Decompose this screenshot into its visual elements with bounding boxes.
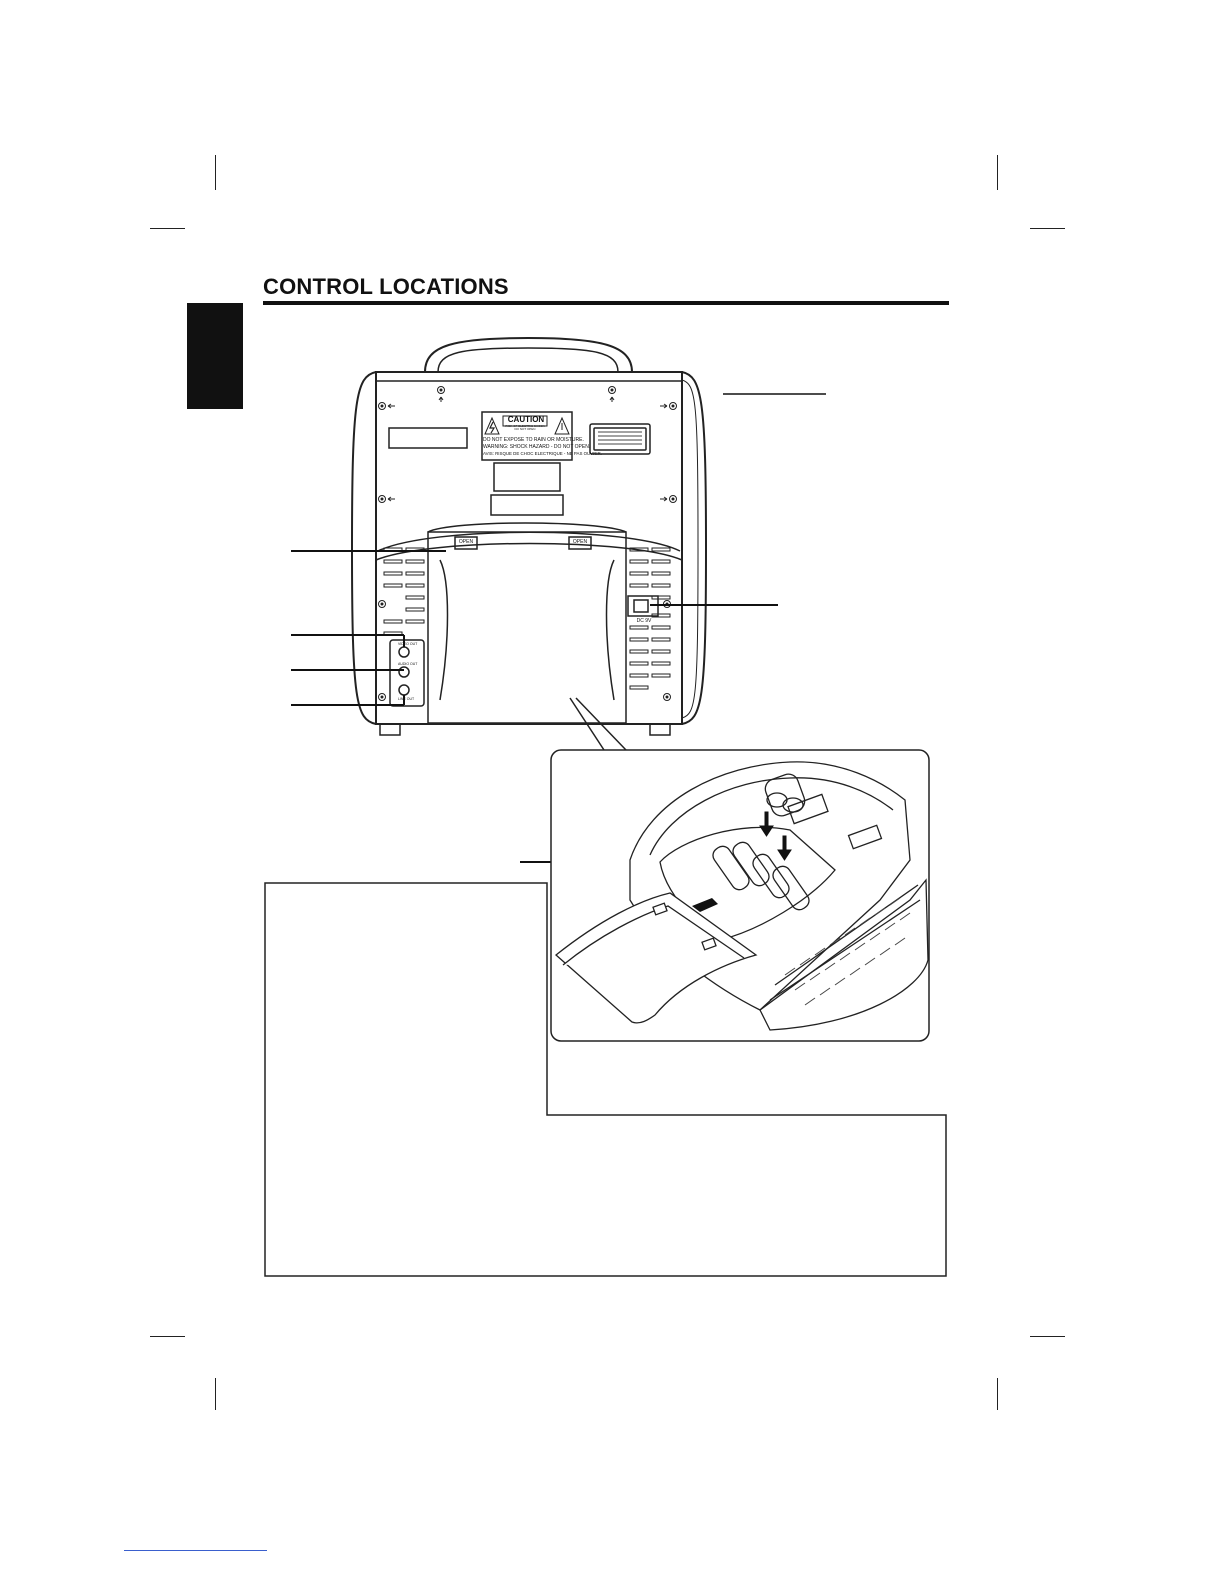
caution-line-1: DO NOT EXPOSE TO RAIN OR MOISTURE. bbox=[483, 437, 584, 443]
caution-line-2: WARNING: SHOCK HAZARD - DO NOT OPEN. bbox=[483, 444, 591, 450]
foot bbox=[380, 724, 400, 735]
line-out-label: LINE OUT bbox=[398, 697, 415, 701]
video-out-label: VIDEO OUT bbox=[398, 642, 418, 646]
caution-line-3: AVIS: RISQUE DE CHOC ELECTRIQUE - NE PAS OUVRIR. bbox=[483, 451, 602, 456]
cover-tab-label-right: OPEN bbox=[572, 539, 588, 545]
exclamation-icon bbox=[555, 418, 569, 434]
audio-out-jack bbox=[399, 667, 409, 677]
lightning-icon bbox=[485, 418, 499, 434]
caution-subtext: RISK OF ELECTRIC SHOCK DO NOT OPEN bbox=[505, 424, 545, 431]
serial-plate bbox=[491, 495, 563, 515]
label-plate bbox=[389, 428, 467, 448]
carry-handle bbox=[425, 338, 632, 372]
right-side-panel bbox=[682, 372, 706, 724]
foot bbox=[650, 724, 670, 735]
battery-cover bbox=[428, 532, 626, 723]
center-plate bbox=[494, 463, 560, 491]
audio-out-label: AUDIO OUT bbox=[398, 662, 418, 666]
caution-heading: CAUTION bbox=[507, 415, 545, 424]
footer-rule bbox=[124, 1550, 267, 1551]
vent-slots-left bbox=[384, 548, 424, 635]
line-out-jack bbox=[399, 685, 409, 695]
dc-jack-label: DC 9V bbox=[636, 618, 652, 624]
video-out-jack bbox=[399, 647, 409, 657]
page-title: CONTROL LOCATIONS bbox=[263, 274, 509, 299]
left-side-panel bbox=[352, 372, 376, 724]
cover-tab-label-left: OPEN bbox=[458, 539, 474, 545]
